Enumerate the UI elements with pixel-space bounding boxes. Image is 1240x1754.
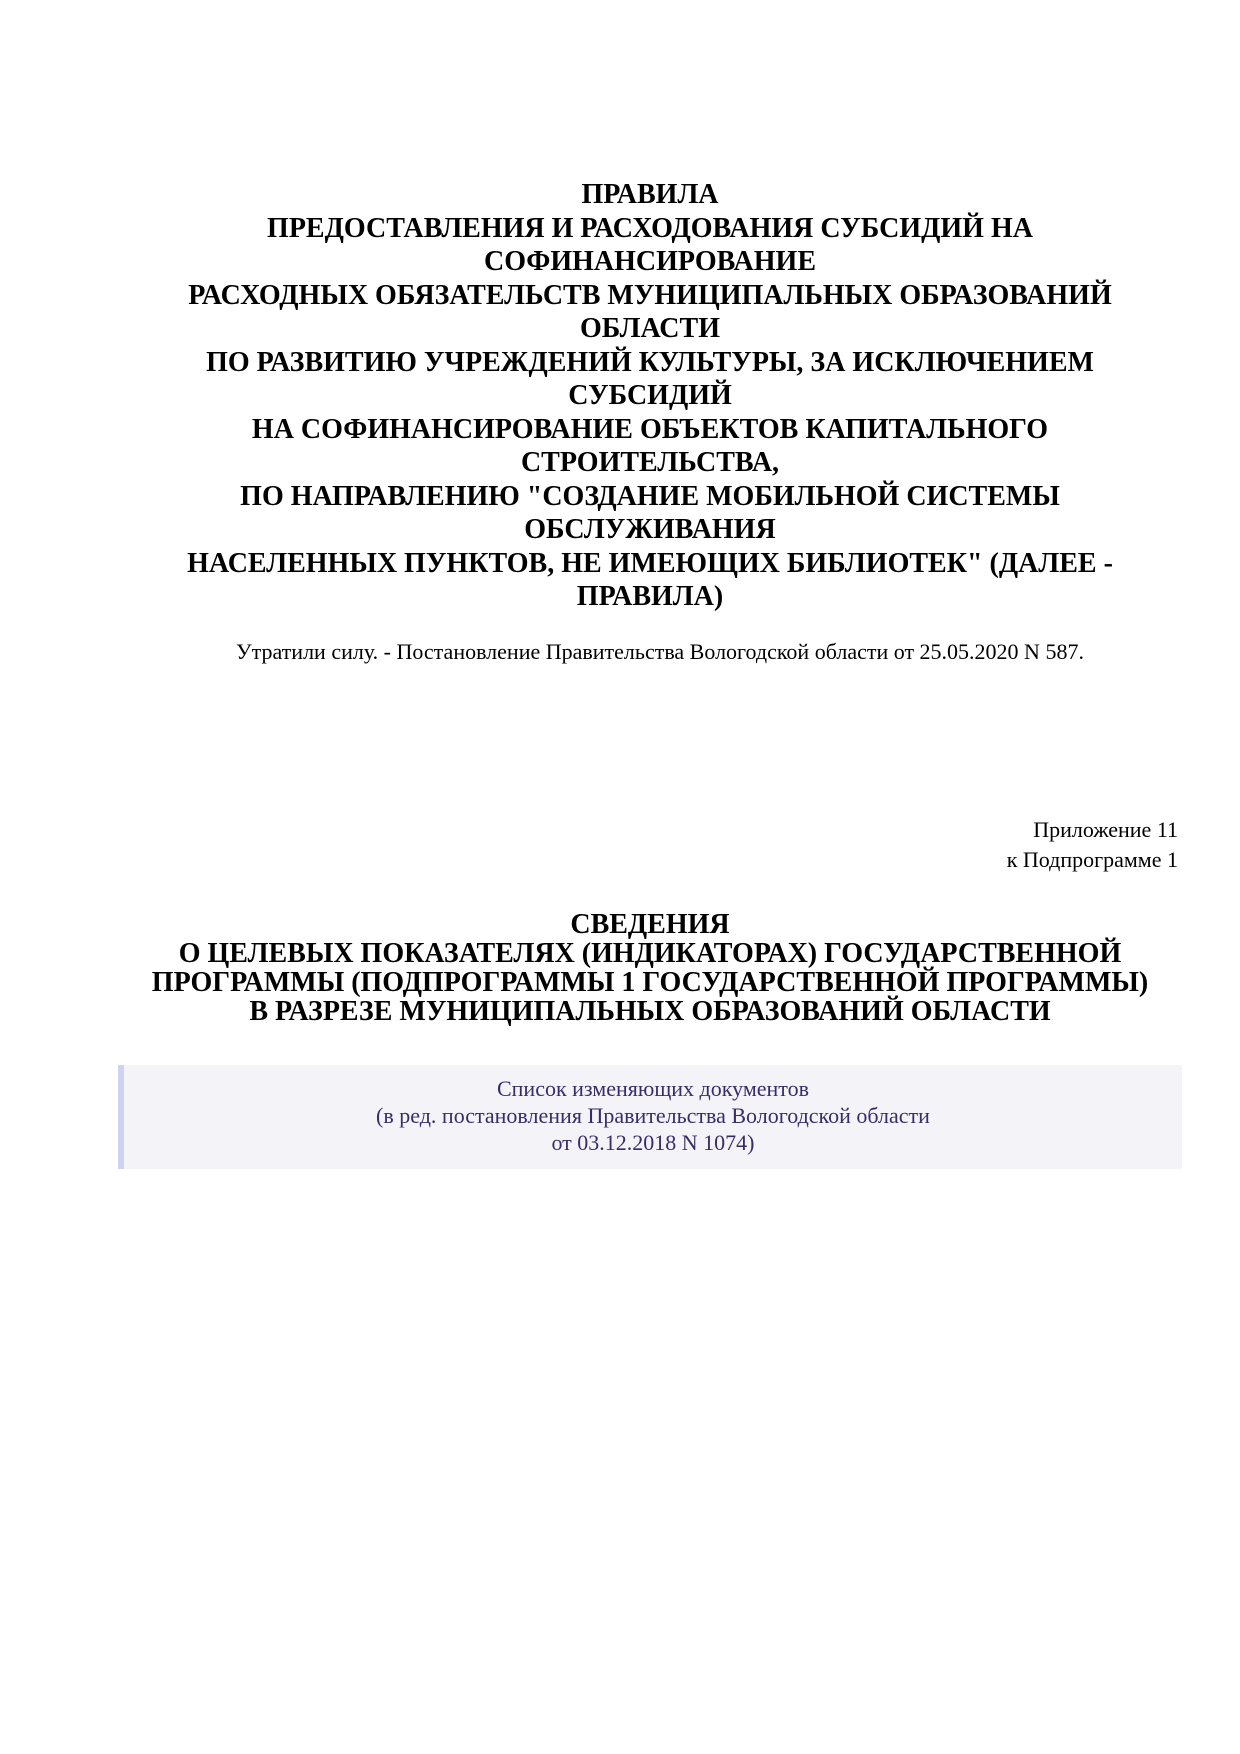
section-title-line: ПРОГРАММЫ (ПОДПРОГРАММЫ 1 ГОСУДАРСТВЕННОЙ ПРОГРАММЫ) <box>151 967 1149 998</box>
amending-documents-heading: Список изменяющих документов <box>496 1076 809 1101</box>
rules-title-line: СОФИНАНСИРОВАНИЕ <box>483 246 817 277</box>
rules-title-line: НА СОФИНАНСИРОВАНИЕ ОБЪЕКТОВ КАПИТАЛЬНОГО <box>251 413 1049 445</box>
appendix-subprogram: к Подпрограмме 1 <box>1006 847 1178 872</box>
rules-title-line: ПО РАЗВИТИЮ УЧРЕЖДЕНИЙ КУЛЬТУРЫ, ЗА ИСКЛЮЧЕНИЕМ <box>206 346 1094 378</box>
rules-title <box>118 178 1182 614</box>
rules-title-line: ОБЛАСТИ <box>580 313 720 344</box>
section-title-line: СВЕДЕНИЯ <box>570 909 730 940</box>
rules-title-line: НАСЕЛЕННЫХ ПУНКТОВ, НЕ ИМЕЮЩИХ БИБЛИОТЕК" (ДАЛЕЕ - <box>187 547 1113 579</box>
section-title-line: О ЦЕЛЕВЫХ ПОКАЗАТЕЛЯХ (ИНДИКАТОРАХ) ГОСУДАРСТВЕННОЙ <box>178 938 1122 969</box>
section-title <box>118 910 1182 1026</box>
rules-title-line: ПРАВИЛА) <box>576 581 724 612</box>
appendix-number: Приложение 11 <box>1033 817 1178 842</box>
rules-title-line: ПРЕДОСТАВЛЕНИЯ И РАСХОДОВАНИЯ СУБСИДИЙ НА <box>267 212 1033 244</box>
amending-documents-box <box>118 1065 1182 1169</box>
rules-title-line: ПРАВИЛА <box>581 179 719 210</box>
rules-title-line: СТРОИТЕЛЬСТВА, <box>520 447 780 478</box>
amending-documents-line[interactable]: от 03.12.2018 N 1074) <box>551 1130 755 1155</box>
appendix-reference <box>700 815 1178 875</box>
rules-title-line: РАСХОДНЫХ ОБЯЗАТЕЛЬСТВ МУНИЦИПАЛЬНЫХ ОБРАЗОВАНИЙ <box>188 279 1112 311</box>
rules-title-line: ОБСЛУЖИВАНИЯ <box>524 514 776 545</box>
rules-title-line: ПО НАПРАВЛЕНИЮ "СОЗДАНИЕ МОБИЛЬНОЙ СИСТЕМЫ <box>240 480 1060 512</box>
rules-title-line: СУБСИДИЙ <box>568 380 732 411</box>
amending-documents-line[interactable]: (в ред. постановления Правительства Вологодской области <box>376 1103 930 1128</box>
section-title-line: В РАЗРЕЗЕ МУНИЦИПАЛЬНЫХ ОБРАЗОВАНИЙ ОБЛАСТИ <box>249 996 1051 1027</box>
repeal-note: Утратили силу. - Постановление Правительства Вологодской области от 25.05.2020 N 587. <box>236 639 1084 664</box>
